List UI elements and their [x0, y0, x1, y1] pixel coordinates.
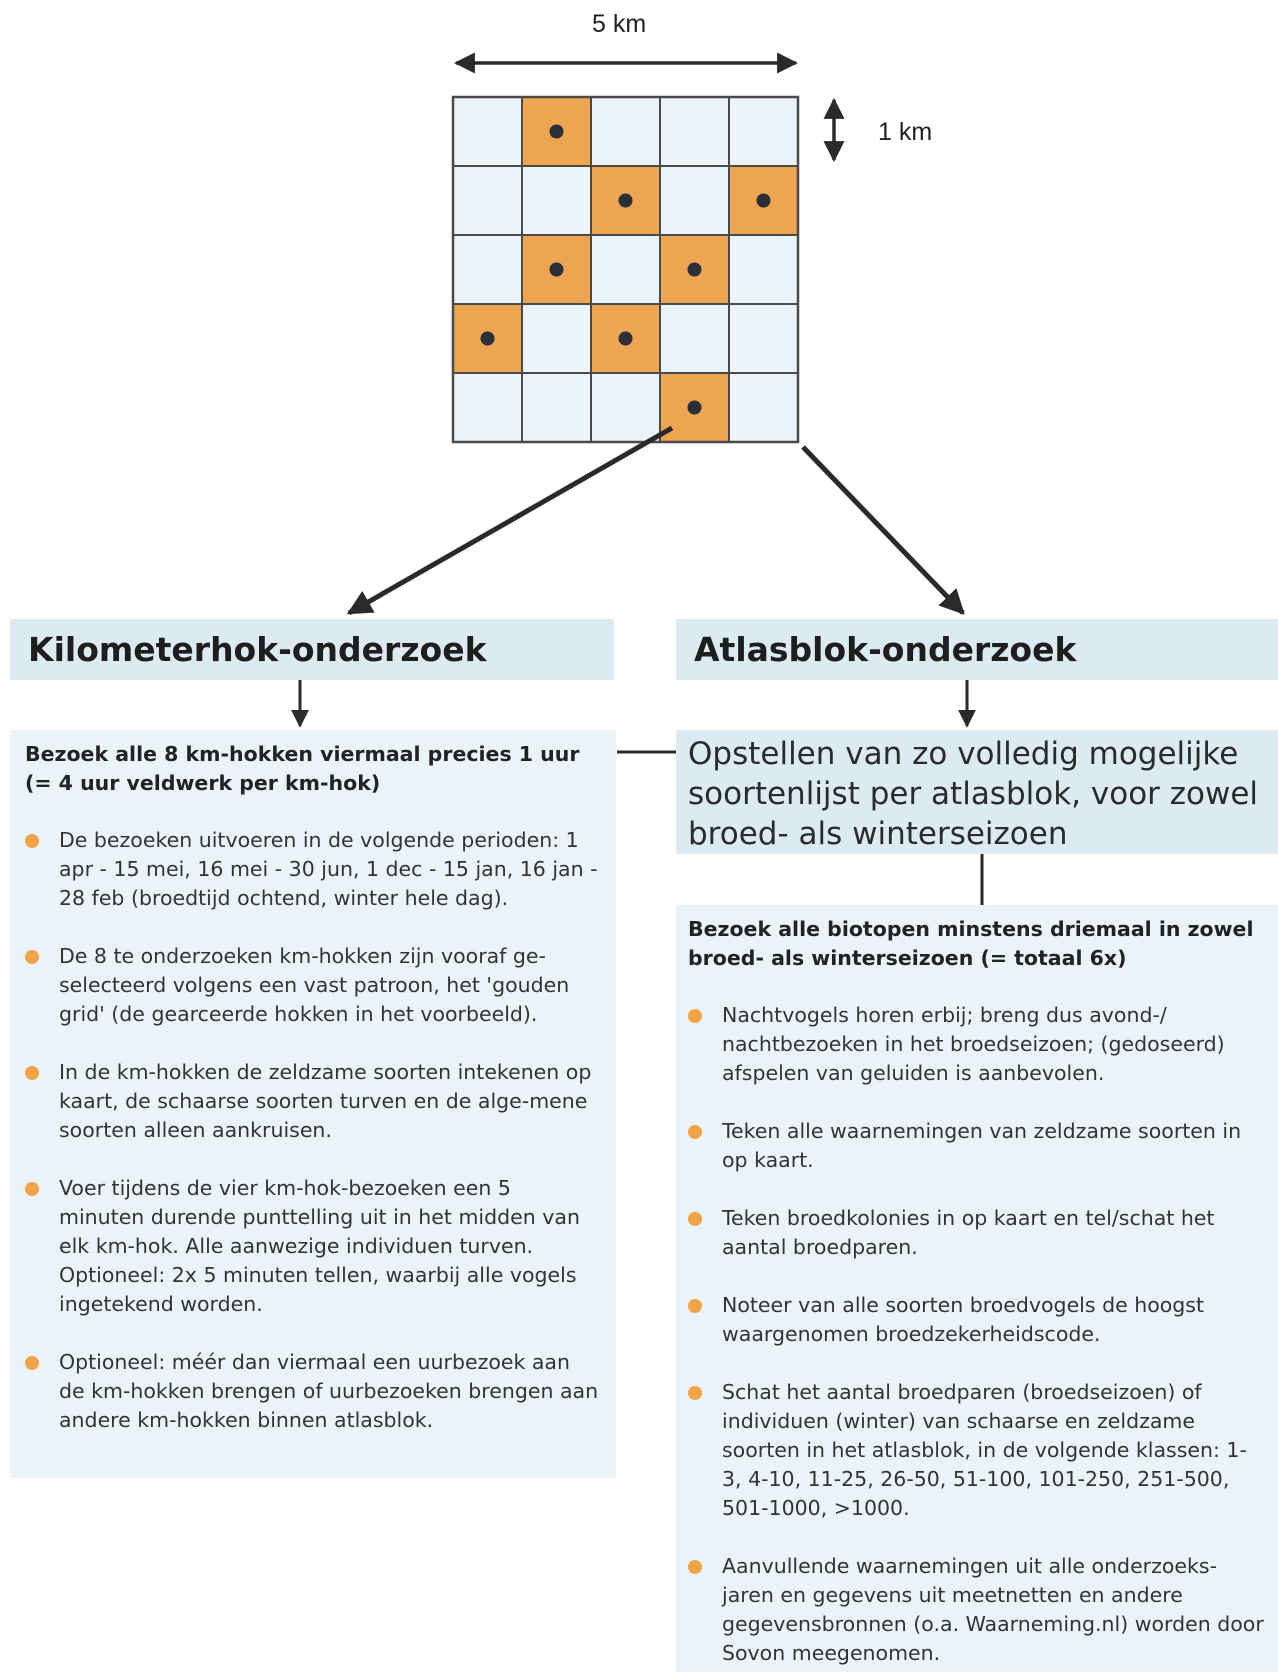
grid-cell-dot: [619, 194, 633, 208]
grid-cell-dot: [688, 401, 702, 415]
grid-cell: [660, 304, 729, 373]
atlasblok-goal: Opstellen van zo volledig mogelijke soortenlijst per atlasblok, voor zowel broed- als winterseizoen: [676, 730, 1278, 854]
bullet-dot-icon: [688, 1386, 702, 1400]
bullet-dot-icon: [25, 1356, 39, 1370]
cell-scale-label: 1 km: [878, 118, 933, 146]
grid-cell: [522, 373, 591, 442]
bullet-dot-icon: [25, 950, 39, 964]
kilometerhok-panel: [10, 730, 616, 1478]
grid-cell-dot: [688, 263, 702, 277]
grid-cell: [453, 235, 522, 304]
list-item: Voer tijdens de vier km-hok-bezoeken een 5 minuten durende punttelling uit in het midden van elk km-hok. Alle aanwezige individuen turven. Optioneel: 2x 5 minuten tellen, waarbij alle vogels ingetekend worden.: [25, 1174, 602, 1319]
bullet-dot-icon: [688, 1125, 702, 1139]
grid-cell: [591, 235, 660, 304]
list-item: De bezoeken uitvoeren in de volgende perioden: 1 apr - 15 mei, 16 mei - 30 jun, 1 dec - 15 jan, 16 jan - 28 feb (broedtijd ochtend, winter hele dag).: [25, 826, 602, 913]
atlas-block-grid: [453, 97, 798, 442]
arrow-to-kilometerhok: [349, 428, 672, 613]
list-item: De 8 te onderzoeken km-hokken zijn vooraf ge-selecteerd volgens een vast patroon, het 'gouden grid' (de gearceerde hokken in het voorbeeld).: [25, 942, 602, 1029]
grid-cell: [453, 373, 522, 442]
bullet-dot-icon: [25, 1066, 39, 1080]
list-item: Schat het aantal broedparen (broedseizoen) of individuen (winter) van schaarse en zeldzame soorten in het atlasblok, in de volgende klassen: 1-3, 4-10, 11-25, 26-50, 51-100, 101-250, 251-500, 501-1000, >1000.: [688, 1378, 1266, 1523]
list-item: Noteer van alle soorten broedvogels de hoogst waargenomen broedzekerheidscode.: [688, 1291, 1266, 1349]
list-item: Optioneel: méér dan viermaal een uurbezoek aan de km-hokken brengen of uurbezoeken brengen aan andere km-hokken binnen atlasblok.: [25, 1348, 602, 1435]
kilometerhok-header: Kilometerhok-onderzoek: [10, 619, 614, 680]
atlasblok-panel: [676, 905, 1278, 1672]
grid-cell-dot: [619, 332, 633, 346]
list-item: Teken broedkolonies in op kaart en tel/schat het aantal broedparen.: [688, 1204, 1266, 1262]
list-item: Nachtvogels horen erbij; breng dus avond-/ nachtbezoeken in het broedseizoen; (gedoseerd) afspelen van geluiden is aanbevolen.: [688, 1001, 1266, 1088]
list-item: Teken alle waarnemingen van zeldzame soorten in op kaart.: [688, 1117, 1266, 1175]
grid-cell-dot: [550, 125, 564, 139]
bullet-dot-icon: [25, 1182, 39, 1196]
grid-cell: [522, 166, 591, 235]
grid-cell-dot: [757, 194, 771, 208]
bullet-dot-icon: [25, 834, 39, 848]
atlasblok-header: Atlasblok-onderzoek: [676, 619, 1278, 680]
grid-cell: [729, 97, 798, 166]
bullet-dot-icon: [688, 1560, 702, 1574]
kilometerhok-intro: Bezoek alle 8 km-hokken viermaal precies 1 uur (= 4 uur veldwerk per km-hok): [25, 742, 580, 795]
grid-cell: [522, 304, 591, 373]
atlasblok-list: [688, 1001, 1266, 1668]
grid-cell: [591, 373, 660, 442]
grid-cell: [660, 166, 729, 235]
grid-cell: [729, 304, 798, 373]
grid-cell: [660, 97, 729, 166]
list-item: Aanvullende waarnemingen uit alle onderzoeks-jaren en gegevens uit meetnetten en andere gegevensbronnen (o.a. Waarneming.nl) worden door Sovon meegenomen.: [688, 1552, 1266, 1668]
bullet-dot-icon: [688, 1009, 702, 1023]
grid-cell-dot: [550, 263, 564, 277]
arrow-to-atlasblok: [803, 447, 963, 613]
kilometerhok-list: [25, 826, 602, 1435]
grid-cell: [729, 373, 798, 442]
list-item: In de km-hokken de zeldzame soorten intekenen op kaart, de schaarse soorten turven en de alge-mene soorten alleen aankruisen.: [25, 1058, 602, 1145]
atlasblok-intro: Bezoek alle biotopen minstens driemaal in zowel broed- als winterseizoen (= totaal 6x): [688, 917, 1254, 970]
grid-cell-dot: [481, 332, 495, 346]
grid-cell: [453, 166, 522, 235]
bullet-dot-icon: [688, 1299, 702, 1313]
grid-cell: [729, 235, 798, 304]
grid-cell: [453, 97, 522, 166]
bullet-dot-icon: [688, 1212, 702, 1226]
width-scale-label: 5 km: [592, 10, 647, 38]
grid-cell: [591, 97, 660, 166]
